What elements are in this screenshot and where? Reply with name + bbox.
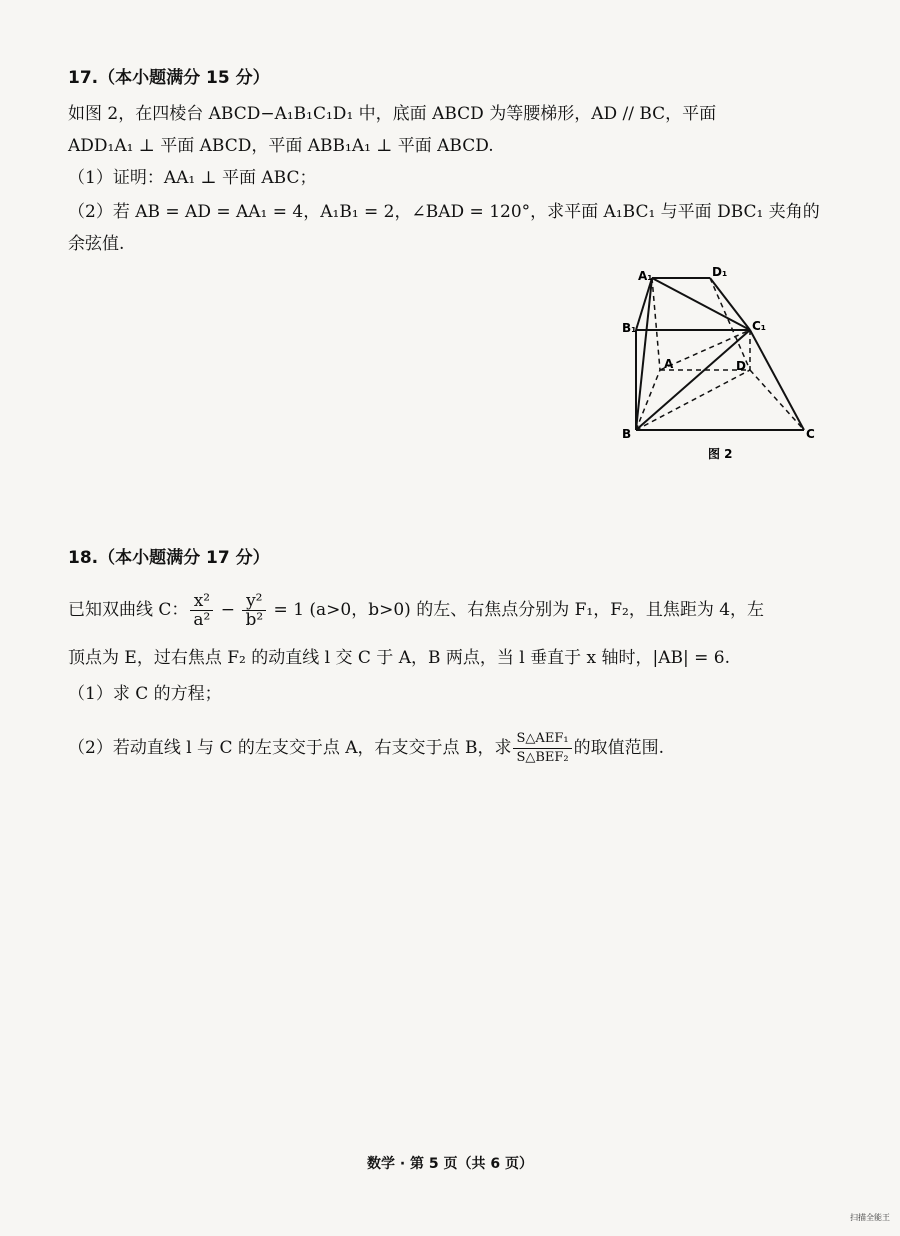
q18-part2-suffix: 的取值范围. xyxy=(573,738,665,758)
label-D1: D₁ xyxy=(712,265,728,279)
q18-stem-line2: 顶点为 E，过右焦点 F₂ 的动直线 l 交 C 于 A，B 两点，当 l 垂直于 x 轴时，|AB| = 6. xyxy=(68,648,731,668)
frac-num: x² xyxy=(190,592,213,611)
q17-heading: 17.（本小题满分 15 分） xyxy=(68,68,270,88)
label-D: D xyxy=(736,359,746,373)
q18-part2-prefix: （2）若动直线 l 与 C 的左支交于点 A，右支交于点 B，求 xyxy=(68,738,512,758)
q17-stem-line2: ADD₁A₁ ⊥ 平面 ABCD，平面 ABB₁A₁ ⊥ 平面 ABCD. xyxy=(68,136,494,156)
scanner-watermark: 扫描全能王 xyxy=(850,1213,890,1222)
q17-part2: （2）若 AB = AD = AA₁ = 4，A₁B₁ = 2，∠BAD = 120°，求平面 A₁BC₁ 与平面 DBC₁ 夹角的 xyxy=(68,202,820,222)
fraction-area-ratio xyxy=(513,730,571,767)
figure-caption: 图 2 xyxy=(708,447,733,461)
q17-part2-cont: 余弦值. xyxy=(68,234,125,254)
page-footer: 数学 · 第 5 页（共 6 页） xyxy=(366,1156,534,1172)
q18-part2 xyxy=(68,726,664,770)
q18-stem-suffix: = 1 (a>0，b>0) 的左、右焦点分别为 F₁，F₂，且焦距为 4，左 xyxy=(268,600,765,620)
label-A1: A₁ xyxy=(638,269,653,283)
frac-den: S△BEF₂ xyxy=(516,750,569,765)
q17-part1: （1）证明：AA₁ ⊥ 平面 ABC； xyxy=(68,168,317,188)
fraction-y2-b2 xyxy=(242,592,266,629)
frac-den: a² xyxy=(193,610,211,630)
label-C: C xyxy=(806,427,815,441)
label-A: A xyxy=(664,357,674,371)
q17-stem-line1: 如图 2，在四棱台 ABCD−A₁B₁C₁D₁ 中，底面 ABCD 为等腰梯形，AD // BC，平面 xyxy=(68,104,717,124)
frac-den: b² xyxy=(245,610,264,630)
label-B: B xyxy=(622,427,632,441)
frac-num: y² xyxy=(242,592,266,611)
q18-heading: 18.（本小题满分 17 分） xyxy=(68,548,270,568)
frac-num: S△AEF₁ xyxy=(513,730,571,749)
q18-stem-line1 xyxy=(68,590,764,630)
q18-stem-prefix: 已知双曲线 C： xyxy=(68,600,189,620)
label-B1: B₁ xyxy=(622,321,637,335)
minus-sign: − xyxy=(215,600,241,620)
q18-part1: （1）求 C 的方程； xyxy=(68,684,222,704)
fraction-x2-a2 xyxy=(190,592,213,629)
label-C1: C₁ xyxy=(752,319,767,333)
figure-frustum xyxy=(610,260,830,470)
